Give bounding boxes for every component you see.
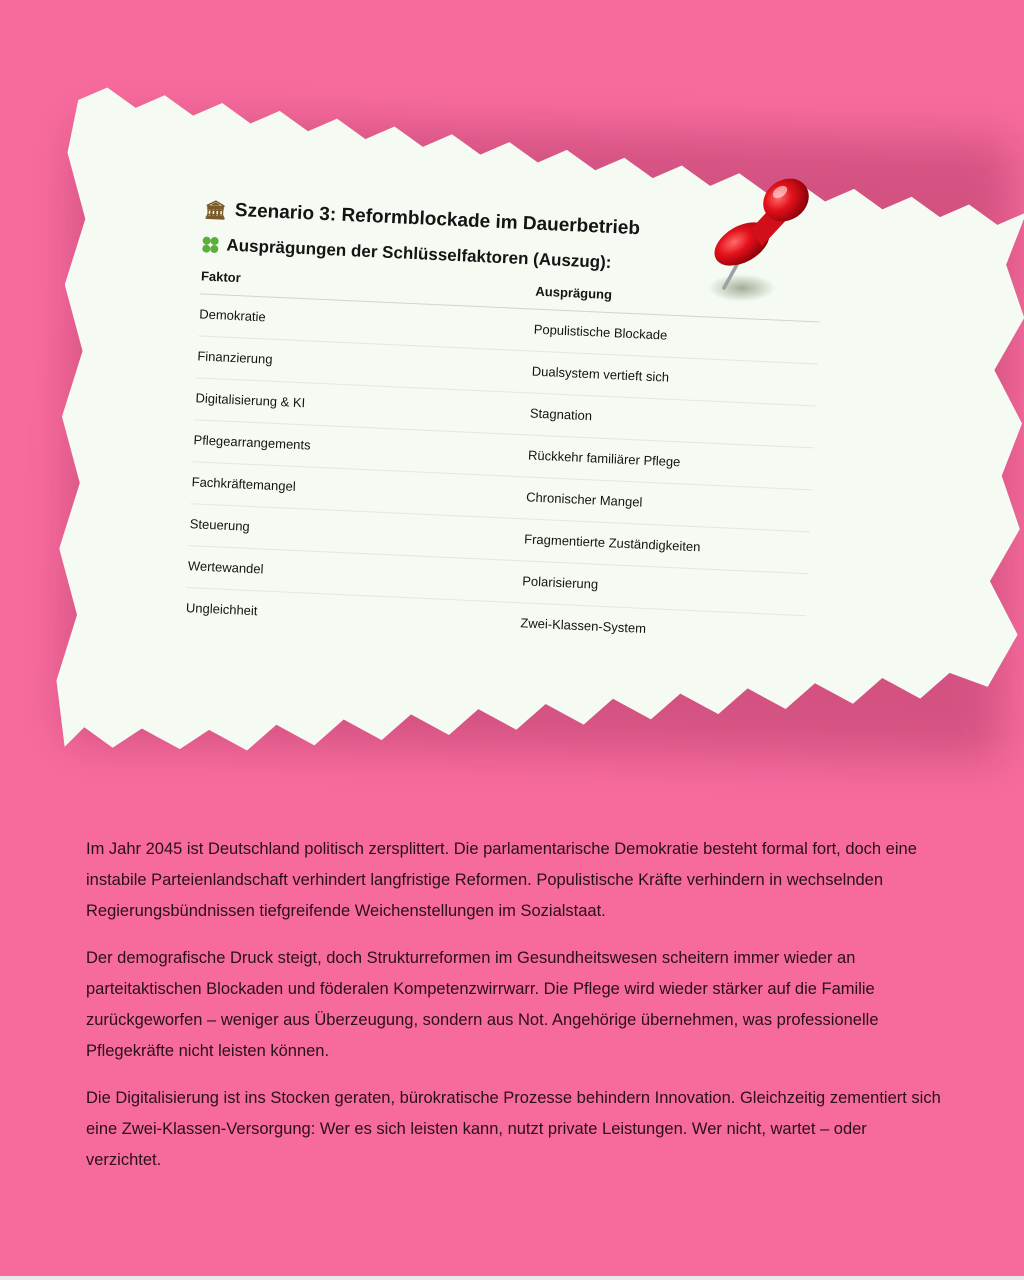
bottom-divider [0, 1276, 1024, 1280]
push-pin-icon [700, 160, 830, 310]
note-title: Szenario 3: Reformblockade im Dauerbetrieb [234, 199, 641, 240]
factor-cell: Ungleichheit [185, 600, 258, 619]
value-cell: Fragmentierte Zuständigkeiten [523, 519, 810, 574]
paragraph: Die Digitalisierung ist ins Stocken geraten, bürokratische Prozesse behindern Innovation. Gleichzeitig zementiert sich eine Zwei-Klassen-Versorgung: Wer es sich leisten kann, nutzt private Leistungen. Wer nicht, wartet – oder verzichtet. [86, 1089, 941, 1169]
value-cell: Zwei-Klassen-System [520, 615, 647, 636]
value-cell: Populistische Blockade [533, 309, 820, 364]
note-subtitle: Ausprägungen der Schlüsselfaktoren (Auszug): [226, 235, 612, 273]
factor-cell: Steuerung [189, 504, 525, 561]
factor-cell: Digitalisierung & KI [195, 378, 531, 435]
puzzle-piece-icon [202, 236, 219, 253]
paragraph: Der demografische Druck steigt, doch Strukturreformen im Gesundheitswesen scheitern immer wieder an parteitaktischen Blockaden und föderalen Kompetenzwirrwarr. Die Pflege wird wieder stärker auf die Familie zurückgeworfen – weniger aus Überzeugung, sondern aus Not. Angehörige übernehmen, was professionelle Pflegekräfte nicht leisten können. [86, 949, 879, 1060]
factor-cell: Wertewandel [187, 546, 523, 603]
value-cell: Stagnation [529, 393, 816, 448]
factor-cell: Fachkräftemangel [191, 462, 527, 519]
paragraph: Im Jahr 2045 ist Deutschland politisch zersplittert. Die parlamentarische Demokratie besteht formal fort, doch eine instabile Parteienlandschaft verhindert langfristige Reformen. Populistische Kräfte verhindern in wechselnden Regierungsbündnissen tiefgreifende Weichenstellungen im Sozialstaat. [86, 840, 917, 920]
factor-cell: Finanzierung [196, 336, 532, 393]
classical-building-icon: 🏛 [203, 199, 228, 221]
value-cell: Rückkehr familiärer Pflege [527, 435, 814, 490]
factor-table [185, 262, 821, 657]
value-cell: Polarisierung [521, 561, 808, 616]
column-header-value: Ausprägung [535, 278, 821, 322]
factor-cell: Demokratie [198, 294, 534, 351]
factor-cell: Pflegearrangements [193, 420, 529, 477]
value-cell: Chronischer Mangel [525, 477, 812, 532]
body-text [86, 834, 946, 1192]
column-header-factor: Faktor [200, 262, 536, 309]
value-cell: Dualsystem vertieft sich [531, 351, 818, 406]
